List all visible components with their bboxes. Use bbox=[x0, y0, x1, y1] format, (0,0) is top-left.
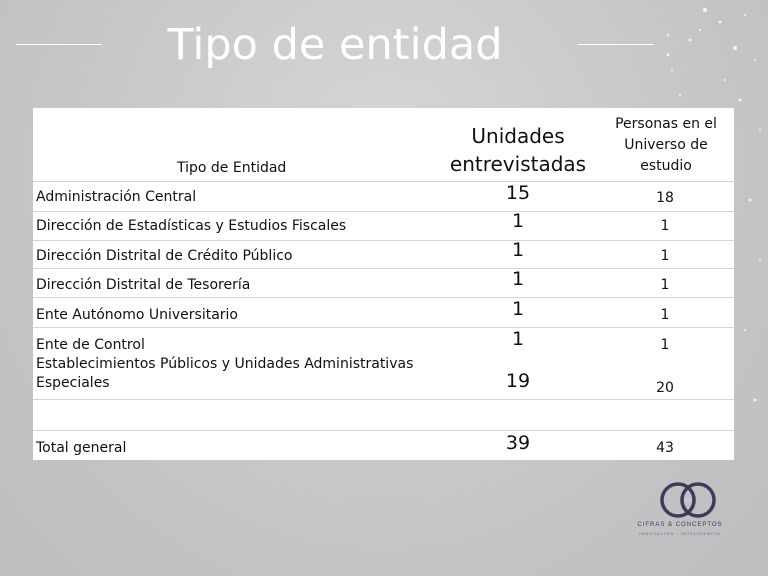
row-personas: 20 bbox=[656, 380, 674, 396]
row-divider bbox=[33, 430, 734, 431]
row-unidades: 1 bbox=[511, 239, 525, 261]
row-unidades: 19 bbox=[505, 370, 531, 392]
row-divider bbox=[33, 327, 734, 328]
header-personas: Personas en el Universo de estudio bbox=[615, 116, 717, 174]
row-name: Ente Autónomo Universitario bbox=[36, 307, 238, 323]
row-divider bbox=[33, 240, 734, 241]
row-unidades: 1 bbox=[511, 210, 525, 232]
total-name: Total general bbox=[36, 440, 127, 456]
logo-subtext: INNOVACIÓN · INTELIGENCIA bbox=[639, 531, 721, 536]
row-personas: 1 bbox=[660, 307, 670, 323]
row-divider bbox=[33, 181, 734, 182]
row-name: Administración Central bbox=[36, 189, 197, 205]
row-name: Dirección Distrital de Crédito Público bbox=[36, 248, 293, 264]
row-personas: 18 bbox=[656, 190, 674, 206]
row-divider bbox=[33, 211, 734, 212]
row-personas: 1 bbox=[660, 218, 670, 234]
row-divider bbox=[33, 268, 734, 269]
row-personas: 1 bbox=[660, 277, 670, 293]
logo-text: CIFRAS & CONCEPTOS bbox=[637, 522, 723, 528]
header-unidades: Unidades entrevistadas bbox=[449, 124, 587, 176]
row-name: Dirección Distrital de Tesorería bbox=[36, 277, 251, 293]
row-name: Ente de Control bbox=[36, 337, 145, 353]
row-personas: 1 bbox=[660, 248, 670, 264]
page-title: Tipo de entidad bbox=[167, 20, 503, 70]
row-name: Dirección de Estadísticas y Estudios Fiscales bbox=[36, 218, 347, 234]
row-divider bbox=[33, 399, 734, 400]
header-entidad: Tipo de Entidad bbox=[177, 160, 287, 176]
row-unidades: 15 bbox=[505, 182, 531, 204]
row-name: Establecimientos Públicos y Unidades Administrativas Especiales bbox=[36, 356, 414, 391]
row-personas: 1 bbox=[660, 337, 670, 353]
title-divider-left bbox=[16, 44, 102, 45]
row-unidades: 1 bbox=[511, 298, 525, 320]
title-divider-right bbox=[578, 44, 654, 45]
entity-table bbox=[33, 108, 734, 460]
total-unidades: 39 bbox=[505, 432, 531, 454]
row-divider bbox=[33, 297, 734, 298]
row-unidades: 1 bbox=[511, 328, 525, 350]
total-personas: 43 bbox=[656, 440, 674, 456]
row-unidades: 1 bbox=[511, 268, 525, 290]
